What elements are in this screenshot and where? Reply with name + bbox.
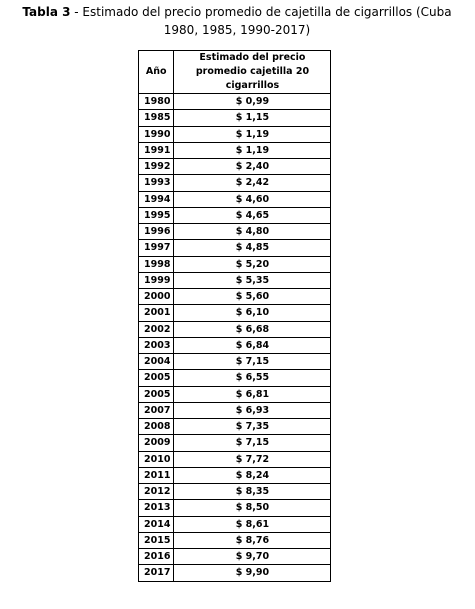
price-cell: $ 5,20 bbox=[174, 256, 331, 272]
year-cell: 1997 bbox=[139, 240, 174, 256]
price-cell: $ 6,55 bbox=[174, 370, 331, 386]
year-cell: 2001 bbox=[139, 305, 174, 321]
year-cell: 2011 bbox=[139, 467, 174, 483]
year-cell: 2005 bbox=[139, 386, 174, 402]
table-row bbox=[139, 321, 331, 337]
price-cell: $ 8,50 bbox=[174, 500, 331, 516]
table-row bbox=[139, 565, 331, 581]
table-row bbox=[139, 256, 331, 272]
table-row bbox=[139, 419, 331, 435]
table-row bbox=[139, 289, 331, 305]
year-cell: 2017 bbox=[139, 565, 174, 581]
table-row bbox=[139, 386, 331, 402]
year-cell: 2003 bbox=[139, 337, 174, 353]
year-cell: 1985 bbox=[139, 110, 174, 126]
year-cell: 2004 bbox=[139, 354, 174, 370]
table-body bbox=[139, 94, 331, 582]
header-row bbox=[139, 51, 331, 94]
year-cell: 1980 bbox=[139, 94, 174, 110]
table-row bbox=[139, 435, 331, 451]
price-cell: $ 6,10 bbox=[174, 305, 331, 321]
table-row bbox=[139, 337, 331, 353]
table-row bbox=[139, 532, 331, 548]
price-cell: $ 2,40 bbox=[174, 159, 331, 175]
year-cell: 2016 bbox=[139, 549, 174, 565]
table-caption bbox=[6, 3, 468, 39]
price-cell: $ 2,42 bbox=[174, 175, 331, 191]
price-cell: $ 1,19 bbox=[174, 142, 331, 158]
price-cell: $ 9,90 bbox=[174, 565, 331, 581]
price-cell: $ 6,93 bbox=[174, 402, 331, 418]
table-row bbox=[139, 240, 331, 256]
table-row bbox=[139, 207, 331, 223]
price-cell: $ 4,65 bbox=[174, 207, 331, 223]
price-cell: $ 9,70 bbox=[174, 549, 331, 565]
table-row bbox=[139, 175, 331, 191]
year-cell: 1992 bbox=[139, 159, 174, 175]
price-cell: $ 8,24 bbox=[174, 467, 331, 483]
table-row bbox=[139, 272, 331, 288]
table-row bbox=[139, 110, 331, 126]
price-cell: $ 7,15 bbox=[174, 435, 331, 451]
table-row bbox=[139, 500, 331, 516]
year-cell: 1999 bbox=[139, 272, 174, 288]
table-row bbox=[139, 191, 331, 207]
table-row bbox=[139, 159, 331, 175]
year-cell: 1991 bbox=[139, 142, 174, 158]
year-cell: 2005 bbox=[139, 370, 174, 386]
year-cell: 2000 bbox=[139, 289, 174, 305]
year-cell: 2007 bbox=[139, 402, 174, 418]
table-row bbox=[139, 484, 331, 500]
price-cell: $ 0,99 bbox=[174, 94, 331, 110]
price-cell: $ 1,15 bbox=[174, 110, 331, 126]
price-table bbox=[138, 50, 331, 582]
price-cell: $ 8,76 bbox=[174, 532, 331, 548]
price-cell: $ 4,80 bbox=[174, 224, 331, 240]
caption-text: - Estimado del precio promedio de cajetilla de cigarrillos (Cuba 1980, 1985, 1990-2017) bbox=[70, 5, 452, 37]
table-row bbox=[139, 370, 331, 386]
price-cell: $ 7,15 bbox=[174, 354, 331, 370]
price-cell: $ 5,60 bbox=[174, 289, 331, 305]
year-cell: 2015 bbox=[139, 532, 174, 548]
price-column-header: Estimado del precio promedio cajetilla 20 cigarrillos bbox=[174, 51, 331, 94]
year-cell: 1998 bbox=[139, 256, 174, 272]
year-column-header: Año bbox=[139, 51, 174, 94]
price-cell: $ 7,35 bbox=[174, 419, 331, 435]
year-cell: 1994 bbox=[139, 191, 174, 207]
price-cell: $ 5,35 bbox=[174, 272, 331, 288]
price-cell: $ 8,35 bbox=[174, 484, 331, 500]
year-cell: 2009 bbox=[139, 435, 174, 451]
year-cell: 2014 bbox=[139, 516, 174, 532]
price-cell: $ 8,61 bbox=[174, 516, 331, 532]
table-row bbox=[139, 549, 331, 565]
year-cell: 1990 bbox=[139, 126, 174, 142]
table-row bbox=[139, 451, 331, 467]
year-cell: 1993 bbox=[139, 175, 174, 191]
year-cell: 2013 bbox=[139, 500, 174, 516]
table-row bbox=[139, 224, 331, 240]
year-cell: 2002 bbox=[139, 321, 174, 337]
year-cell: 2010 bbox=[139, 451, 174, 467]
year-cell: 1996 bbox=[139, 224, 174, 240]
caption-label: Tabla 3 bbox=[22, 5, 71, 19]
price-cell: $ 7,72 bbox=[174, 451, 331, 467]
year-cell: 1995 bbox=[139, 207, 174, 223]
price-cell: $ 6,81 bbox=[174, 386, 331, 402]
year-cell: 2008 bbox=[139, 419, 174, 435]
year-cell: 2012 bbox=[139, 484, 174, 500]
table-row bbox=[139, 305, 331, 321]
table-row bbox=[139, 94, 331, 110]
price-cell: $ 4,60 bbox=[174, 191, 331, 207]
price-cell: $ 6,84 bbox=[174, 337, 331, 353]
table-row bbox=[139, 467, 331, 483]
table-row bbox=[139, 354, 331, 370]
price-cell: $ 6,68 bbox=[174, 321, 331, 337]
table-row bbox=[139, 142, 331, 158]
table-row bbox=[139, 126, 331, 142]
price-cell: $ 1,19 bbox=[174, 126, 331, 142]
table-row bbox=[139, 402, 331, 418]
table-row bbox=[139, 516, 331, 532]
price-cell: $ 4,85 bbox=[174, 240, 331, 256]
